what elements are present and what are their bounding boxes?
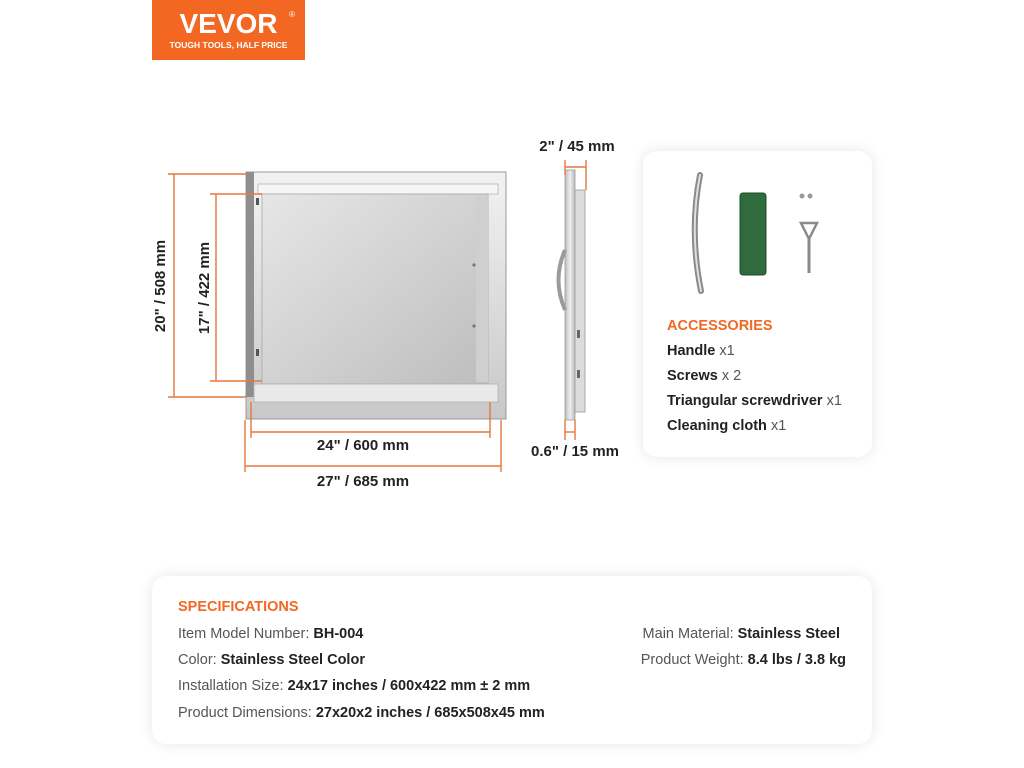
door-side-view xyxy=(559,170,586,420)
accessories-illustration xyxy=(643,151,872,311)
accessories-title: ACCESSORIES xyxy=(667,318,773,334)
list-item: Triangular screwdriver x1 xyxy=(667,393,842,409)
spec-product-dimensions: Product Dimensions: 27x20x2 inches / 685x508x45 mm xyxy=(178,705,545,721)
width-outer-label: 27" / 685 mm xyxy=(316,473,410,490)
accessories-card xyxy=(643,151,872,457)
list-item: Screws x 2 xyxy=(667,368,742,384)
list-item: Cleaning cloth x1 xyxy=(667,418,787,434)
accessories-list xyxy=(667,343,842,443)
door-front-view xyxy=(246,172,506,419)
specifications-card xyxy=(152,576,872,744)
list-item: Handle x1 xyxy=(667,343,735,359)
depth-total-label: 2" / 45 mm xyxy=(539,138,615,155)
cleaning-cloth-icon xyxy=(740,193,766,275)
triangular-screwdriver-icon xyxy=(801,223,817,273)
spec-product-weight: Product Weight: 8.4 lbs / 3.8 kg xyxy=(640,652,846,668)
logo-registered-mark: ® xyxy=(289,10,295,19)
depth-flange-label: 0.6" / 15 mm xyxy=(531,443,619,460)
logo-tagline: TOUGH TOOLS, HALF PRICE xyxy=(169,40,288,50)
height-inner-label: 17" / 422 mm xyxy=(196,241,213,335)
spec-item-model-number: Item Model Number: BH-004 xyxy=(178,626,364,642)
spec-main-material: Main Material: Stainless Steel xyxy=(642,626,840,642)
logo-wordmark: VEVOR xyxy=(179,8,278,39)
handle-icon xyxy=(695,175,701,291)
height-outer-label: 20" / 508 mm xyxy=(152,239,169,333)
screws-icon xyxy=(800,194,813,199)
spec-color: Color: Stainless Steel Color xyxy=(178,652,365,668)
specifications-title: SPECIFICATIONS xyxy=(178,599,299,615)
width-inner-label: 24" / 600 mm xyxy=(316,437,410,454)
spec-installation-size: Installation Size: 24x17 inches / 600x422 mm ± 2 mm xyxy=(178,678,531,694)
